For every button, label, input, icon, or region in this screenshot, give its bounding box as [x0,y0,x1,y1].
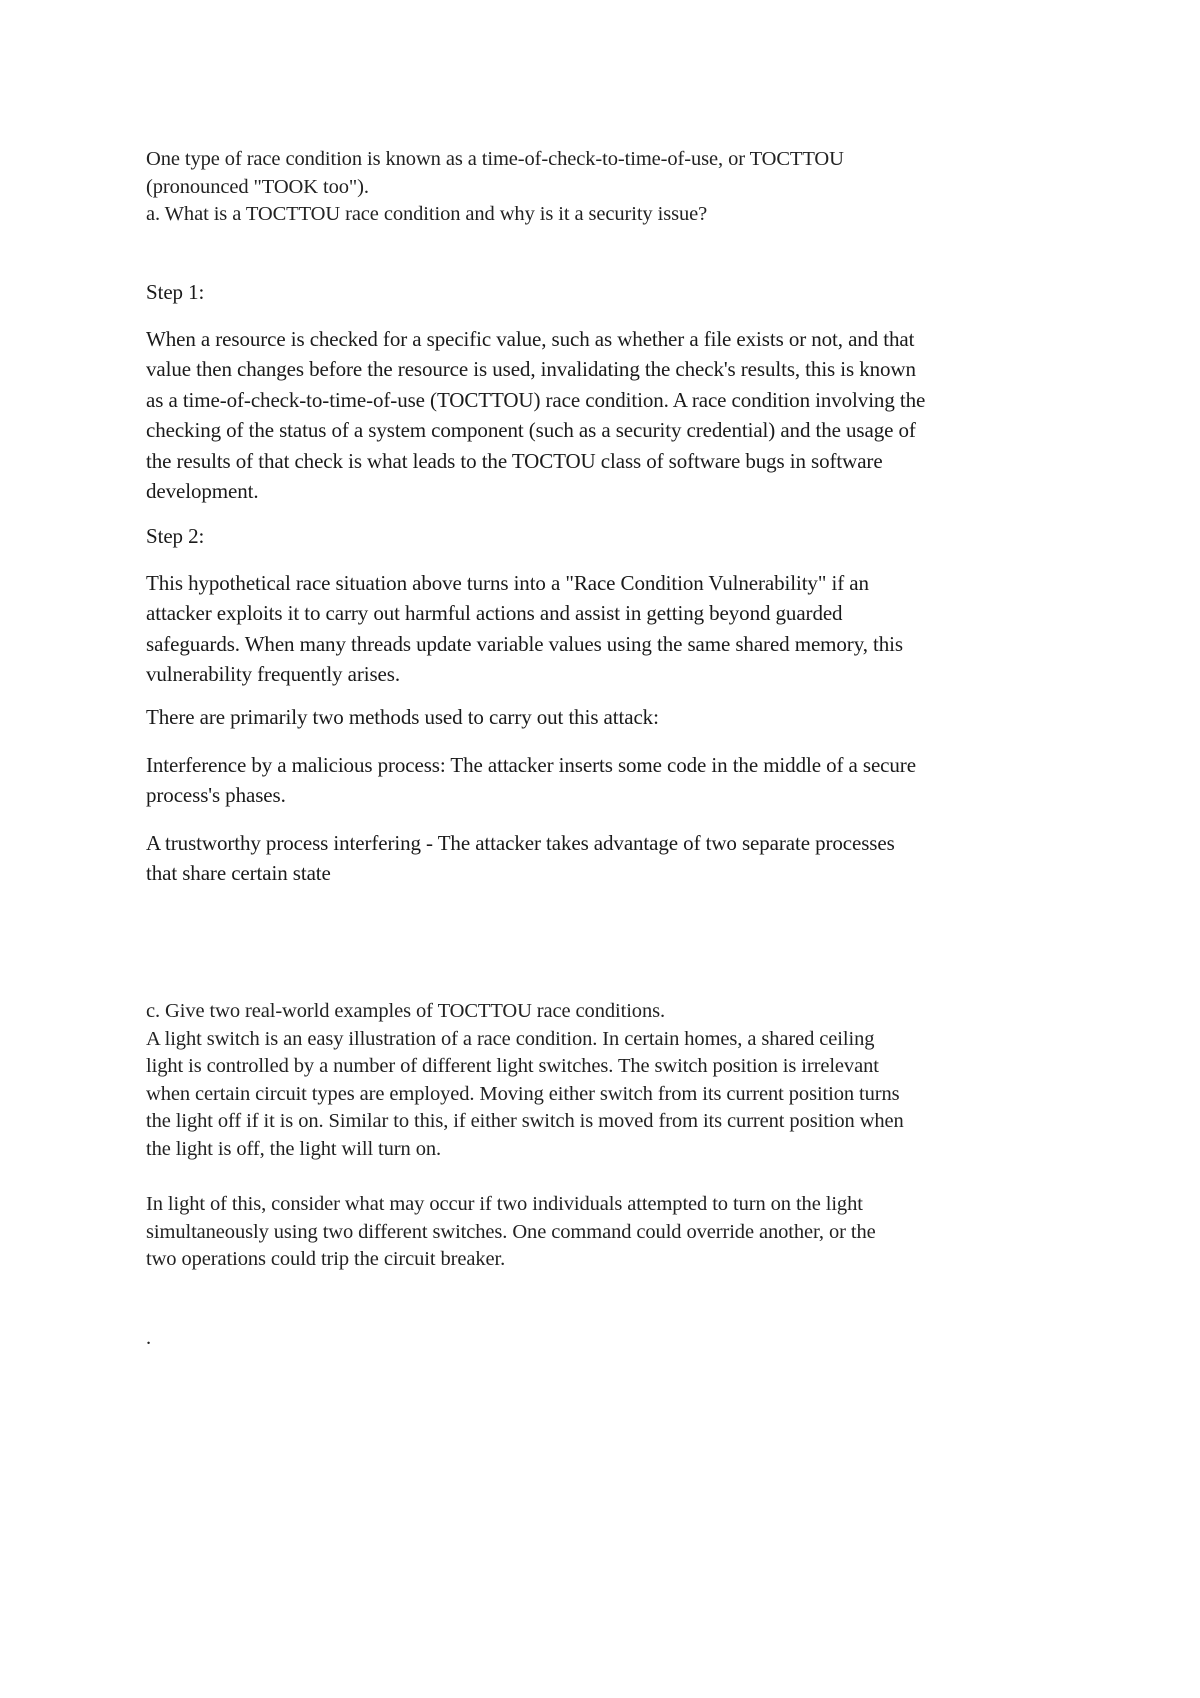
method2-paragraph [146,828,1076,889]
question-intro-line: (pronounced "TOOK too"). [146,175,369,198]
part-c-line: two operations could trip the circuit breaker. [146,1248,506,1270]
part-c-paragraph2 [146,1191,1076,1274]
part-c-line: when certain circuit types are employed. Moving either switch from its current position turns [146,1082,900,1105]
methods-intro-block [146,703,1076,731]
step1-line: the results of that check is what leads to the TOCTOU class of software bugs in software [146,448,883,473]
method1-paragraph [146,750,1076,811]
question-intro-line: One type of race condition is known as a time-of-check-to-time-of-use, or TOCTTOU [146,148,844,170]
step2-line: This hypothetical race situation above turns into a "Race Condition Vulnerability" if an [146,571,869,595]
trailing-mark-block [146,1325,1076,1353]
part-c-line: A light switch is an easy illustration of a race condition. In certain homes, a shared ceiling [146,1027,875,1050]
part-c-question: c. Give two real-world examples of TOCTTOU race conditions. [146,1000,665,1022]
method2-line: that share certain state [146,861,331,886]
step2-line: safeguards. When many threads update variable values using the same shared memory, this [146,631,903,656]
step2-line: attacker exploits it to carry out harmful actions and assist in getting beyond guarded [146,601,843,626]
step1-line: checking of the status of a system component (such as a security credential) and the usage of [146,418,916,443]
step1-line: as a time-of-check-to-time-of-use (TOCTTOU) race condition. A race condition involving the [146,387,926,412]
step1-heading-block [146,278,1076,306]
step2-heading-block [146,522,1076,550]
step1-paragraph [146,324,1076,506]
part-c-line: the light is off, the light will turn on. [146,1137,442,1160]
method2-line: A trustworthy process interfering - The attacker takes advantage of two separate processes [146,831,895,855]
method1-line: process's phases. [146,783,286,808]
step1-heading: Step 1: [146,280,205,304]
question-part-a: a. What is a TOCTTOU race condition and why is it a security issue? [146,203,708,225]
step1-line: value then changes before the resource is used, invalidating the check's results, this is known [146,357,916,382]
part-c-line: the light off if it is on. Similar to this, if either switch is moved from its current position when [146,1110,904,1132]
step1-line: When a resource is checked for a specific value, such as whether a file exists or not, and that [146,327,915,351]
part-c-block [146,998,1076,1163]
step2-line: vulnerability frequently arises. [146,662,400,687]
methods-intro: There are primarily two methods used to carry out this attack: [146,705,659,729]
trailing-mark: . [146,1327,152,1349]
step1-line: development. [146,479,259,504]
step2-heading: Step 2: [146,524,205,548]
step2-paragraph [146,568,1076,690]
question-intro [146,146,1076,229]
part-c-line: In light of this, consider what may occur if two individuals attempted to turn on the light [146,1193,863,1215]
part-c-line: simultaneously using two different switches. One command could override another, or the [146,1220,876,1243]
part-c-line: light is controlled by a number of different light switches. The switch position is irrelevant [146,1055,879,1077]
method1-line: Interference by a malicious process: The attacker inserts some code in the middle of a secure [146,753,916,777]
